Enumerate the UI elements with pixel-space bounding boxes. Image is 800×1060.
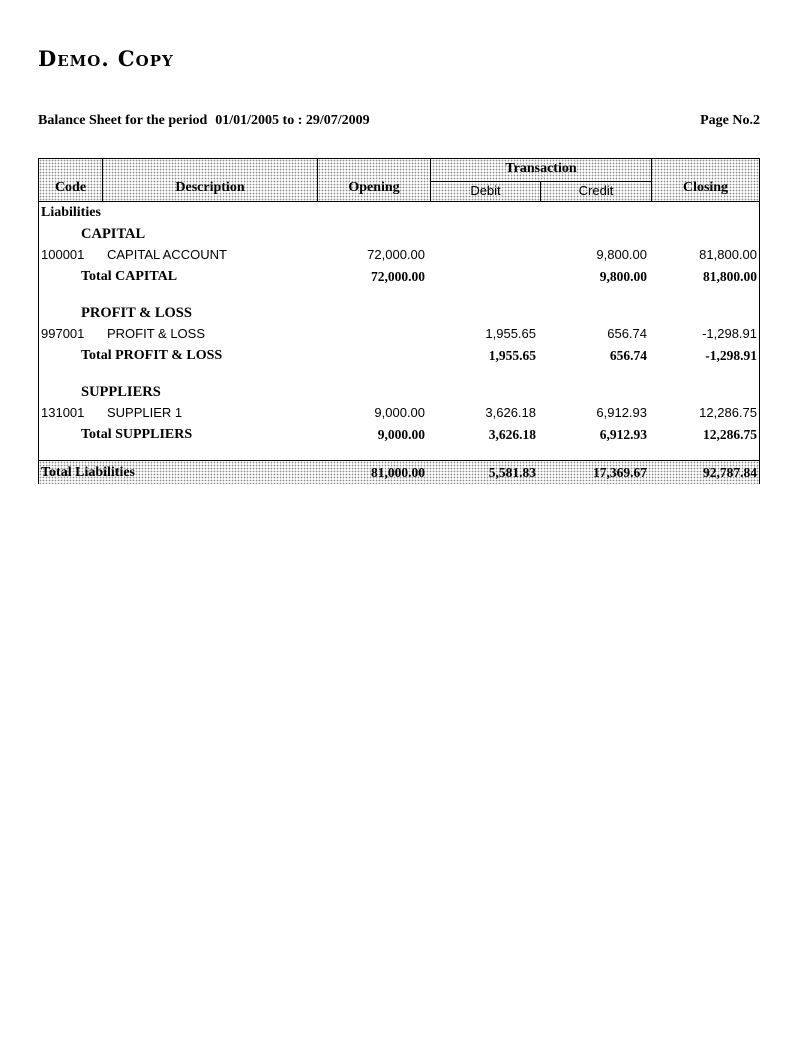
account-code: 997001 [41, 326, 85, 341]
total-opening: 72,000.00 [371, 269, 425, 284]
total-closing: -1,298.91 [705, 348, 757, 363]
account-description: CAPITAL ACCOUNT [107, 247, 227, 262]
total-opening: 9,000.00 [377, 427, 425, 442]
col-description-label: Description [175, 180, 245, 195]
total-credit: 656.74 [609, 348, 647, 363]
col-closing-label: Closing [682, 180, 729, 195]
balance-sheet-table [38, 158, 760, 484]
group-title: SUPPLIERS [81, 384, 161, 400]
col-credit-label: Credit [578, 183, 614, 198]
total-debit: 3,626.18 [488, 427, 536, 442]
section-title: Liabilities [41, 205, 101, 220]
col-code-header [39, 159, 102, 201]
account-code: 100001 [41, 247, 85, 262]
closing-value: 12,286.75 [699, 405, 757, 420]
closing-value: 81,800.00 [699, 247, 757, 262]
grand-total-debit: 5,581.83 [488, 465, 536, 480]
group-title: CAPITAL [81, 226, 146, 242]
group-title: PROFIT & LOSS [81, 305, 192, 321]
total-closing: 81,800.00 [703, 269, 757, 284]
col-transaction-label: Transaction [505, 161, 577, 176]
grand-total-credit: 17,369.67 [593, 465, 647, 480]
account-code: 131001 [41, 405, 85, 420]
demo-copy-watermark: Demo. Copy [38, 46, 174, 71]
credit-value: 9,800.00 [596, 247, 647, 262]
page-number: Page No.2 [700, 113, 760, 128]
report-period: 01/01/2005 to : 29/07/2009 [215, 113, 370, 128]
report-title: Balance Sheet for the period [38, 113, 208, 128]
group-total-label: Total PROFIT & LOSS [81, 348, 223, 363]
closing-value: -1,298.91 [702, 326, 757, 341]
col-description-header [103, 159, 317, 201]
grand-total-label: Total Liabilities [41, 465, 136, 480]
debit-value: 3,626.18 [485, 405, 536, 420]
total-closing: 12,286.75 [703, 427, 757, 442]
opening-value: 72,000.00 [367, 247, 425, 262]
grand-total-closing: 92,787.84 [703, 465, 757, 480]
col-opening-label: Opening [348, 180, 400, 195]
grand-total-opening: 81,000.00 [371, 465, 425, 480]
transaction-divider [431, 181, 651, 182]
credit-value: 656.74 [607, 326, 647, 341]
grand-total-row [39, 460, 759, 484]
total-credit: 9,800.00 [599, 269, 647, 284]
opening-value: 9,000.00 [374, 405, 425, 420]
col-code-label: Code [54, 180, 87, 195]
group-total-label: Total CAPITAL [81, 269, 178, 284]
table-header [39, 159, 759, 202]
col-opening-header [318, 159, 430, 201]
account-description: SUPPLIER 1 [107, 405, 183, 420]
debit-value: 1,955.65 [485, 326, 536, 341]
total-credit: 6,912.93 [599, 427, 647, 442]
credit-value: 6,912.93 [596, 405, 647, 420]
group-total-label: Total SUPPLIERS [81, 427, 193, 442]
report-subtitle [38, 113, 370, 129]
col-closing-header [652, 159, 759, 201]
account-description: PROFIT & LOSS [107, 326, 206, 341]
col-debit-label: Debit [470, 183, 501, 198]
total-debit: 1,955.65 [488, 348, 536, 363]
